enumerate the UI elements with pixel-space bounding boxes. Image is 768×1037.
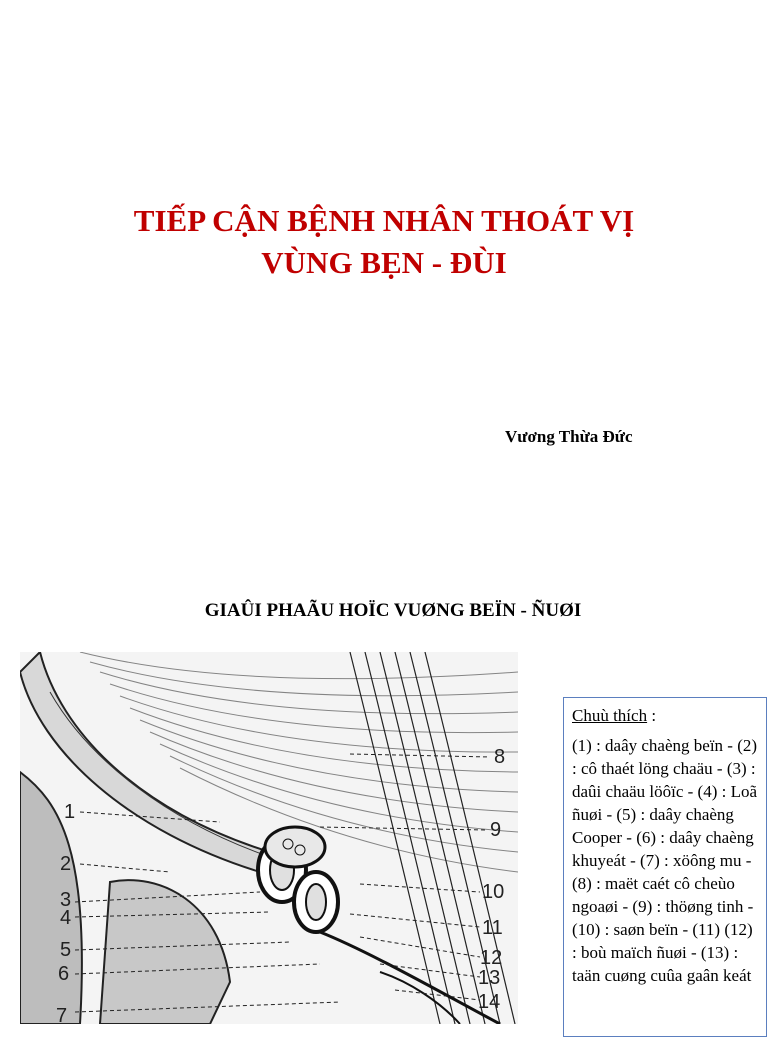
title-line-1: TIẾP CẬN BỆNH NHÂN THOÁT VỊ [133,203,635,238]
figure-label-10: 10 [482,881,505,903]
figure-label-3: 3 [60,889,72,911]
anatomy-drawing [20,652,518,1024]
figure-label-14: 14 [478,991,501,1013]
figure-label-11: 11 [482,917,503,939]
figure-label-7: 7 [56,1005,68,1024]
section-title: GIAÛI PHAÃU HOÏC VUØNG BEÏN - ÑUØI [204,600,582,621]
figure-label-1: 1 [64,801,76,823]
legend-heading-text: Chuù thích [572,706,648,725]
figure-label-12: 12 [480,947,503,969]
page-title [60,200,708,284]
figure-label-4: 4 [60,907,72,929]
legend-heading [572,704,758,727]
figure-label-8: 8 [494,746,506,768]
figure-label-13: 13 [478,967,501,989]
title-line-2: VÙNG BẸN - ĐÙI [261,245,507,280]
figure-label-6: 6 [58,963,70,985]
legend-heading-colon: : [647,706,657,725]
figure-label-2: 2 [60,853,72,875]
figure-label-5: 5 [60,939,72,961]
legend-box [563,697,767,1037]
anatomy-figure [20,652,518,1024]
author-name: Vương Thừa Đức [505,427,633,446]
figure-label-9: 9 [490,819,502,841]
legend-body: (1) : daây chaèng beïn - (2) : cô thaét löng chaäu - (3) : daûi chaäu löôïc - (4) : Loã ñuøi - (5) : daây chaèng Cooper - (6) : daây chaèng khuyeát - (7) : xöông mu - (8) : maët caét cô cheùo ngoaøi - (9) : thöøng tinh - (10) : saøn beïn - (11) (12) : boù maïch ñuøi - (13) : taän cuøng cuûa gaân keát [572,736,758,985]
